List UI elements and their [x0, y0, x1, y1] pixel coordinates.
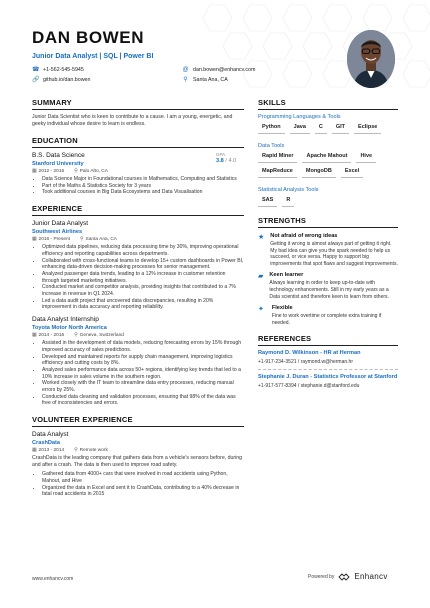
- references-title: REFERENCES: [258, 334, 398, 346]
- skill-tag: Rapid Miner: [258, 153, 297, 163]
- strength-title: Not afraid of wrong ideas: [270, 233, 338, 239]
- list-item: • Data Science Major in Foundational courses in Mathematics, Computing and Statistics: [42, 176, 244, 183]
- reference-name: Raymond D. Wilkinson - HR at Herman: [258, 350, 361, 357]
- education-section: [32, 136, 244, 196]
- gpa-value: 3.8: [216, 158, 224, 164]
- strength-title: Flexible: [271, 305, 293, 312]
- calendar-icon: ▦: [32, 448, 37, 454]
- skill-tag: GIT: [332, 124, 349, 134]
- candidate-headline: Junior Data Analyst | SQL | Power BI: [32, 53, 154, 60]
- list-item: • Analyzed passenger data trends, leading to a 12% increase in customer retention through targeted marketing initiatives.: [42, 271, 244, 284]
- volunteer-location: Remote work: [79, 448, 108, 454]
- right-column: [258, 98, 398, 397]
- location-pin-icon: ⚲: [183, 77, 188, 83]
- link-icon: 🔗: [32, 77, 40, 83]
- skill-tags: [258, 153, 398, 183]
- gpa-max: / 4.0: [225, 158, 237, 164]
- location-pin-icon: ⚲: [74, 333, 78, 339]
- strengths-title: STRENGTHS: [258, 216, 398, 228]
- link-text: github.io/dan.bowen: [43, 76, 91, 83]
- skills-section: [258, 98, 398, 212]
- job-location: Geneva, Switzerland: [79, 333, 124, 339]
- list-item: • Collaborated with cross-functional teams to develop 15+ custom dashboards in Power BI, enhancing data-driven decision-making processes for senior management.: [42, 258, 244, 271]
- job-dates: 2016 - Present: [38, 237, 71, 243]
- job-title: Data Analyst Internship: [32, 316, 99, 324]
- skill-tag: Excel: [341, 168, 363, 178]
- list-item: • Optimized data pipelines, reducing data processing time by 30%, improving operational efficiency and reporting capabilities across departments.: [42, 244, 244, 257]
- skill-tag: MongoDB: [302, 168, 336, 178]
- left-column: [32, 98, 244, 498]
- reference-contact: +1-917-234-3521 / raymond.w@herman.hr: [258, 359, 353, 366]
- location-pin-icon: ⚲: [74, 448, 78, 454]
- job-title: Junior Data Analyst: [32, 220, 89, 228]
- reference-item: [258, 350, 398, 370]
- email-text: dan.bowen@enhancv.com: [193, 66, 256, 73]
- footer-brand: [308, 572, 388, 581]
- list-item: • Gathered data from 4000+ cars that were involved in road accidents using Python, Mahout, and Hive: [42, 471, 244, 484]
- skill-tags: [258, 124, 398, 139]
- footer-website[interactable]: www.enhancv.com: [32, 576, 74, 582]
- enhancv-logo-icon: [338, 573, 350, 581]
- job-entry: [32, 316, 244, 407]
- list-item: • Conducted data cleaning and validation processes, ensuring that 98% of the data was free of inconsistencies and errors.: [42, 394, 244, 407]
- location-pin-icon: ⚲: [80, 237, 84, 243]
- list-item: • Analyzed sales performance data across 50+ regions, identifying key trends that led to a 10% increase in sales volume in the southern region.: [42, 367, 244, 380]
- education-dates: 2012 - 2016: [38, 169, 65, 174]
- summary-text: Junior Data Scientist who is keen to contribute to a cause. I am a young, energetic, and geeky individual whose desire to learn is endless.: [32, 114, 233, 127]
- email-contact[interactable]: [182, 66, 332, 73]
- phone-text: +1-562-545-5945: [43, 66, 84, 73]
- skill-tag: C: [315, 124, 327, 134]
- skill-tag: SAS: [258, 197, 277, 207]
- strength-description: Getting it wrong is almost always part of getting it right. My bad idea can give you the spark needed to help us succeed, or vice versa. Happy to support big improvements that spot flaws and suggest improvements.: [270, 241, 398, 267]
- location-pin-icon: ⚲: [74, 169, 78, 174]
- brand-logo-text: Enhancv: [354, 572, 388, 581]
- strength-description: Always learning in order to keep up-to-date with technology enhancements. Still in my early years as a Data scientist and therefore keen to learn from others.: [269, 280, 389, 300]
- experience-title: EXPERIENCE: [32, 204, 244, 216]
- strength-title: Keen learner: [269, 272, 304, 279]
- degree-title: B.S. Data Science: [32, 152, 85, 159]
- skill-tag: Java: [290, 124, 310, 134]
- gpa-block: [216, 152, 244, 174]
- list-item: • Organized the data in Excel and sent it to CrashData, contributing to a 40% decrease in fatal road accidents in 2015: [42, 485, 244, 498]
- gpa-label: GPA: [216, 152, 226, 157]
- education-title: EDUCATION: [32, 136, 244, 148]
- strength-item: [258, 272, 398, 300]
- at-icon: @: [182, 66, 189, 73]
- school-name: Stanford University: [32, 161, 84, 167]
- calendar-icon: ▦: [32, 333, 37, 339]
- list-item: • Part of the Maths & Statistics Society for 3 years: [42, 183, 244, 190]
- volunteer-dates: 2013 - 2014: [38, 448, 65, 454]
- skill-group-title: Data Tools: [258, 143, 285, 149]
- strength-item: [258, 233, 398, 267]
- strength-item: [258, 305, 398, 326]
- skill-group-title: Programming Languages & Tools: [258, 114, 341, 120]
- volunteer-section: [32, 415, 244, 498]
- skill-tags: [258, 197, 398, 212]
- skill-tag: R: [282, 197, 294, 207]
- location-text: Santa Ana, CA: [193, 76, 228, 83]
- job-entry: [32, 220, 244, 311]
- skill-tag: Eclipse: [354, 124, 381, 134]
- resume-header: [32, 28, 332, 83]
- list-item: • Took additional courses in Big Data Ecosystems and Data Visualisation: [42, 189, 244, 196]
- education-location: Palo Alto, CA: [79, 169, 108, 174]
- education-bullets: [32, 176, 244, 196]
- phone-icon: ☎: [32, 67, 40, 73]
- job-dates: 2014 - 2016: [38, 333, 65, 339]
- book-icon: ▰: [258, 273, 264, 281]
- strength-description: Fine to work overtime or complete extra training if needed.: [271, 313, 382, 326]
- list-item: • Led a data audit project that uncovered data discrepancies, resulting in 20% improvement in data accuracy and reporting reliability.: [42, 298, 244, 311]
- company-name: Toyota Motor North America: [32, 325, 107, 332]
- candidate-name: DAN BOWEN: [32, 28, 145, 47]
- skill-tag: MapReduce: [258, 168, 297, 178]
- reference-contact: +1-917-577-8394 / stephanie.d@stanford.edu: [258, 383, 360, 390]
- phone-contact[interactable]: [32, 66, 182, 73]
- job-bullets: [32, 340, 244, 407]
- puzzle-icon: ✦: [258, 306, 264, 314]
- job-location: Santa Ana, CA: [85, 237, 117, 243]
- job-bullets: [32, 244, 244, 311]
- volunteer-org: CrashData: [32, 440, 60, 447]
- calendar-icon: ▦: [32, 237, 37, 243]
- list-item: • Worked closely with the IT team to streamline data entry processes, reducing manual errors by 25%.: [42, 380, 244, 393]
- skills-title: SKILLS: [258, 98, 398, 110]
- contact-info: [32, 66, 332, 83]
- summary-section: [32, 98, 244, 128]
- skill-tag: Python: [258, 124, 285, 134]
- strengths-section: [258, 216, 398, 326]
- volunteer-bullets: [32, 471, 244, 498]
- star-icon: ★: [258, 234, 265, 241]
- avatar: [347, 30, 395, 88]
- references-section: [258, 334, 398, 393]
- list-item: • Conducted market and competitor analysis, providing insights that contributed to a 7% increase in revenue in Q1 2024.: [42, 284, 244, 297]
- volunteer-description: CrashData is the leading company that gathers data from a vehicle's sensors before, during and after a crash. The data is then used to improve road safety.: [32, 455, 243, 469]
- powered-by-label: Powered by: [308, 573, 335, 580]
- summary-title: SUMMARY: [32, 98, 244, 110]
- skill-tag: Apache Mahout: [302, 153, 351, 163]
- calendar-icon: ▦: [32, 169, 37, 174]
- experience-section: [32, 204, 244, 407]
- volunteer-role: Data Analyst: [32, 431, 69, 439]
- location-contact: [182, 76, 332, 83]
- skill-tag: Hive: [356, 153, 376, 163]
- volunteer-title: VOLUNTEER EXPERIENCE: [32, 415, 244, 427]
- skill-group-title: Statistical Analysis Tools: [258, 187, 319, 193]
- reference-name: Stephanie J. Duran - Statistics Professor at Stanford: [258, 374, 398, 381]
- reference-item: [258, 374, 398, 393]
- list-item: • Developed and maintained reports for supply chain management, improving logistics efficiency and cutting costs by 8%.: [42, 354, 244, 367]
- list-item: • Assisted in the development of data models, reducing forecasting errors by 15% through improved accuracy of sales predictions.: [42, 340, 244, 353]
- link-contact[interactable]: [32, 76, 182, 83]
- company-name: Southwest Airlines: [32, 229, 83, 236]
